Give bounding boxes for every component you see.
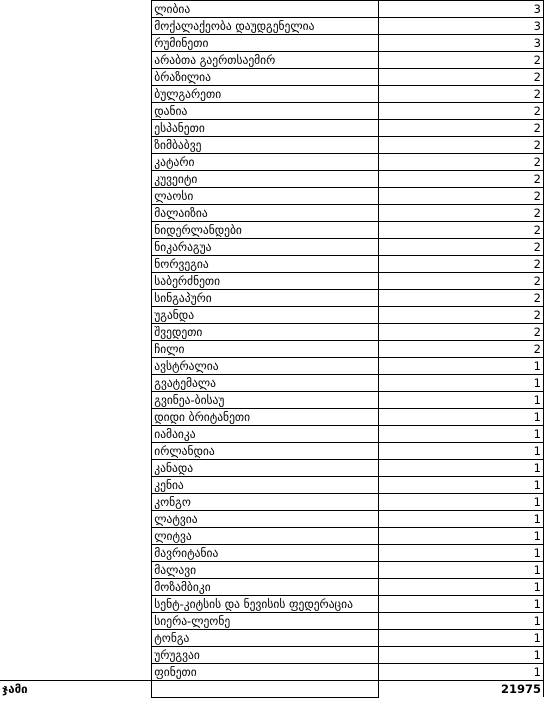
table-row	[0, 103, 544, 120]
table-row	[0, 596, 544, 613]
table-row	[0, 18, 544, 35]
empty-cell[interactable]	[0, 647, 152, 664]
table-row	[0, 613, 544, 630]
country-cell[interactable]: სენტ-კიტსის და ნევისის ფედერაცია	[152, 596, 379, 613]
table-row	[0, 137, 544, 154]
total-label[interactable]: ჯამი	[0, 681, 152, 698]
count-cell[interactable]: 2	[379, 341, 544, 358]
country-cell[interactable]: ნორვეგია	[152, 256, 379, 273]
country-cell[interactable]: რუმინეთი	[152, 35, 379, 52]
count-cell[interactable]: 1	[379, 579, 544, 596]
table-row	[0, 579, 544, 596]
count-cell[interactable]: 2	[379, 307, 544, 324]
country-cell[interactable]: ფინეთი	[152, 664, 379, 681]
total-row	[0, 681, 544, 698]
country-cell[interactable]: არაბთა გაერთსაემირ	[152, 52, 379, 69]
empty-cell[interactable]	[0, 596, 152, 613]
empty-cell[interactable]	[0, 1, 152, 18]
country-cell[interactable]: ავსტრალია	[152, 358, 379, 375]
empty-cell[interactable]	[0, 545, 152, 562]
empty-cell[interactable]	[0, 154, 152, 171]
table-row	[0, 426, 544, 443]
country-cell[interactable]: ლაოსი	[152, 188, 379, 205]
empty-cell[interactable]	[0, 324, 152, 341]
table-row	[0, 120, 544, 137]
count-cell[interactable]: 1	[379, 494, 544, 511]
table-row	[0, 52, 544, 69]
count-cell[interactable]: 2	[379, 290, 544, 307]
count-cell[interactable]: 2	[379, 239, 544, 256]
count-cell[interactable]: 1	[379, 664, 544, 681]
count-cell[interactable]: 2	[379, 256, 544, 273]
empty-cell[interactable]	[0, 86, 152, 103]
empty-cell[interactable]	[0, 341, 152, 358]
table-row	[0, 511, 544, 528]
count-cell[interactable]: 2	[379, 103, 544, 120]
count-cell[interactable]: 2	[379, 154, 544, 171]
table-row	[0, 69, 544, 86]
count-cell[interactable]: 1	[379, 375, 544, 392]
country-cell[interactable]: ლიტვა	[152, 528, 379, 545]
table-row	[0, 35, 544, 52]
table-row	[0, 528, 544, 545]
empty-cell[interactable]	[0, 188, 152, 205]
empty-cell[interactable]	[0, 511, 152, 528]
table-row	[0, 86, 544, 103]
count-cell[interactable]: 1	[379, 392, 544, 409]
count-cell[interactable]: 2	[379, 205, 544, 222]
empty-cell[interactable]	[0, 630, 152, 647]
count-cell[interactable]: 2	[379, 137, 544, 154]
country-cell[interactable]: დიდი ბრიტანეთი	[152, 409, 379, 426]
empty-cell[interactable]	[0, 222, 152, 239]
empty-cell[interactable]	[0, 562, 152, 579]
count-cell[interactable]: 1	[379, 409, 544, 426]
count-cell[interactable]: 1	[379, 426, 544, 443]
country-cell[interactable]: მავრიტანია	[152, 545, 379, 562]
table-row	[0, 239, 544, 256]
count-cell[interactable]: 1	[379, 443, 544, 460]
empty-cell[interactable]	[0, 494, 152, 511]
count-cell[interactable]: 1	[379, 477, 544, 494]
empty-cell[interactable]	[0, 171, 152, 188]
table-row	[0, 341, 544, 358]
empty-cell[interactable]	[0, 460, 152, 477]
empty-cell[interactable]	[0, 120, 152, 137]
country-cell[interactable]: მალავი	[152, 562, 379, 579]
empty-cell[interactable]	[0, 18, 152, 35]
count-cell[interactable]: 2	[379, 86, 544, 103]
empty-cell[interactable]	[0, 664, 152, 681]
country-cell[interactable]: გვინეა-ბისაუ	[152, 392, 379, 409]
empty-cell[interactable]	[0, 307, 152, 324]
table-row	[0, 664, 544, 681]
table-row	[0, 443, 544, 460]
table-row	[0, 460, 544, 477]
country-cell[interactable]: კატარი	[152, 154, 379, 171]
empty-cell[interactable]	[0, 579, 152, 596]
country-cell[interactable]: ლიბია	[152, 1, 379, 18]
country-cell[interactable]: ლატვია	[152, 511, 379, 528]
country-cell[interactable]: ესპანეთი	[152, 120, 379, 137]
table-row	[0, 222, 544, 239]
count-cell[interactable]: 2	[379, 120, 544, 137]
empty-cell[interactable]	[0, 477, 152, 494]
table-row	[0, 647, 544, 664]
country-cell[interactable]: ნიკარაგუა	[152, 239, 379, 256]
empty-cell[interactable]	[0, 375, 152, 392]
table-row	[0, 256, 544, 273]
empty-cell[interactable]	[0, 358, 152, 375]
empty-cell[interactable]	[0, 290, 152, 307]
country-cell[interactable]: კენია	[152, 477, 379, 494]
empty-cell[interactable]	[0, 443, 152, 460]
count-cell[interactable]: 3	[379, 18, 544, 35]
country-cell[interactable]: სინგაპური	[152, 290, 379, 307]
table-row	[0, 375, 544, 392]
country-cell[interactable]: სიერა-ლეონე	[152, 613, 379, 630]
country-cell[interactable]: მოქალაქეობა დაუდგენელია	[152, 18, 379, 35]
count-cell[interactable]: 2	[379, 324, 544, 341]
table-row	[0, 205, 544, 222]
table-row	[0, 545, 544, 562]
table-row	[0, 562, 544, 579]
count-cell[interactable]: 1	[379, 596, 544, 613]
table-row	[0, 630, 544, 647]
table-body	[0, 1, 544, 681]
empty-cell[interactable]	[0, 239, 152, 256]
count-cell[interactable]: 1	[379, 358, 544, 375]
country-cell[interactable]: კანადა	[152, 460, 379, 477]
country-cell[interactable]: მალაიზია	[152, 205, 379, 222]
country-cell[interactable]: მოზამბიკი	[152, 579, 379, 596]
count-cell[interactable]: 2	[379, 69, 544, 86]
table-row	[0, 409, 544, 426]
country-cell[interactable]: ტონგა	[152, 630, 379, 647]
count-cell[interactable]: 1	[379, 528, 544, 545]
country-cell[interactable]: გვატემალა	[152, 375, 379, 392]
empty-cell[interactable]	[0, 69, 152, 86]
empty-cell[interactable]	[0, 528, 152, 545]
empty-cell[interactable]	[0, 35, 152, 52]
country-cell[interactable]: შვედეთი	[152, 324, 379, 341]
empty-cell[interactable]	[0, 205, 152, 222]
table-row	[0, 171, 544, 188]
count-cell[interactable]: 2	[379, 273, 544, 290]
country-cell[interactable]: კონგო	[152, 494, 379, 511]
empty-cell[interactable]	[0, 256, 152, 273]
count-cell[interactable]: 1	[379, 630, 544, 647]
country-cell[interactable]: ბრაზილია	[152, 69, 379, 86]
table-row	[0, 392, 544, 409]
table-row	[0, 494, 544, 511]
country-cell[interactable]: ბულგარეთი	[152, 86, 379, 103]
country-cell[interactable]: ურუგვაი	[152, 647, 379, 664]
country-cell[interactable]: კუვეიტი	[152, 171, 379, 188]
total-empty-cell[interactable]	[152, 681, 379, 698]
count-cell[interactable]: 1	[379, 460, 544, 477]
count-cell[interactable]: 3	[379, 1, 544, 18]
empty-cell[interactable]	[0, 409, 152, 426]
table-row	[0, 188, 544, 205]
country-cell[interactable]: ნიდერლანდები	[152, 222, 379, 239]
table-row	[0, 154, 544, 171]
count-cell[interactable]: 2	[379, 188, 544, 205]
empty-cell[interactable]	[0, 613, 152, 630]
empty-cell[interactable]	[0, 426, 152, 443]
table-row	[0, 1, 544, 18]
empty-cell[interactable]	[0, 273, 152, 290]
table-row	[0, 273, 544, 290]
country-cell[interactable]: ზიმბაბვე	[152, 137, 379, 154]
count-cell[interactable]: 1	[379, 613, 544, 630]
table-row	[0, 477, 544, 494]
table-row	[0, 307, 544, 324]
total-value[interactable]: 21975	[379, 681, 544, 698]
table-row	[0, 358, 544, 375]
country-cell[interactable]: უგანდა	[152, 307, 379, 324]
count-cell[interactable]: 1	[379, 562, 544, 579]
count-cell[interactable]: 2	[379, 171, 544, 188]
empty-cell[interactable]	[0, 137, 152, 154]
count-cell[interactable]: 2	[379, 52, 544, 69]
table-row	[0, 290, 544, 307]
empty-cell[interactable]	[0, 103, 152, 120]
country-cell[interactable]: ირლანდია	[152, 443, 379, 460]
country-cell[interactable]: ჩილი	[152, 341, 379, 358]
table-row	[0, 324, 544, 341]
count-cell[interactable]: 2	[379, 222, 544, 239]
country-cell[interactable]: საბერძნეთი	[152, 273, 379, 290]
empty-cell[interactable]	[0, 392, 152, 409]
empty-cell[interactable]	[0, 52, 152, 69]
count-cell[interactable]: 1	[379, 511, 544, 528]
country-cell[interactable]: დანია	[152, 103, 379, 120]
count-cell[interactable]: 3	[379, 35, 544, 52]
country-cell[interactable]: იამაიკა	[152, 426, 379, 443]
count-cell[interactable]: 1	[379, 545, 544, 562]
count-cell[interactable]: 1	[379, 647, 544, 664]
